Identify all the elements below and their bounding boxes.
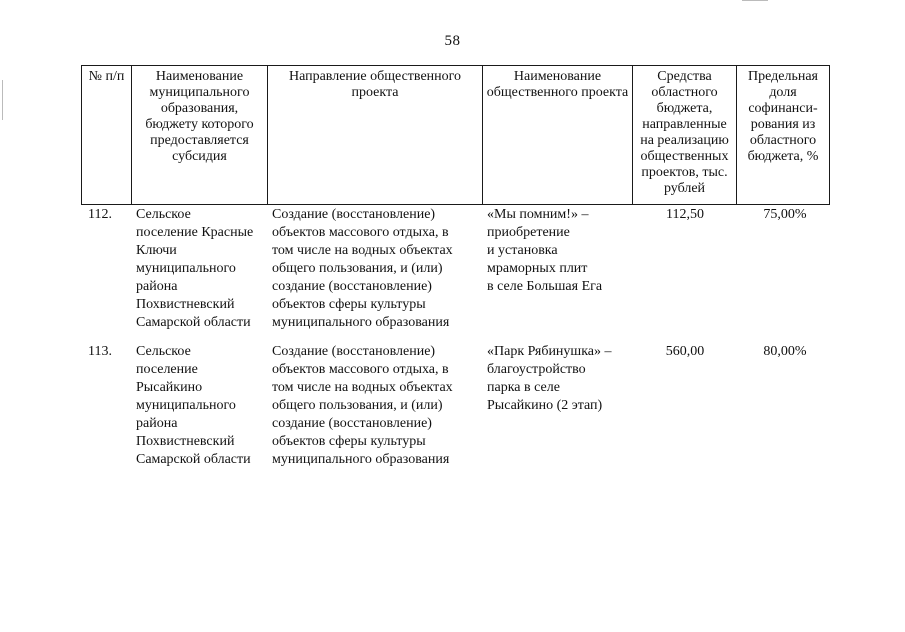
- cell-funds: 112,50: [666, 207, 704, 222]
- cell-line: поселение Красные: [136, 225, 254, 240]
- cell-funds: 560,00: [665, 344, 705, 359]
- cell-line: муниципального образования: [272, 452, 450, 467]
- cell-municipality: [136, 343, 272, 469]
- cell-line: Ключи: [136, 243, 177, 258]
- header-cell-funds: Средства областного бюджета, направленные на реализацию общественных проектов, тыс. рублей: [633, 66, 737, 205]
- cell-line: в селе Большая Ега: [487, 279, 603, 294]
- cell-num: 112.: [88, 207, 112, 222]
- cell-line: муниципального образования: [272, 315, 450, 330]
- cell-line: объектов сферы культуры: [272, 434, 426, 449]
- cell-line: муниципального: [136, 398, 236, 413]
- cell-num: 113.: [88, 344, 112, 359]
- cell-line: объектов массового отдыха, в: [272, 225, 449, 240]
- cell-line: Сельское: [136, 344, 191, 359]
- cell-line: Самарской области: [136, 452, 251, 467]
- cell-line: Сельское: [136, 207, 191, 222]
- cell-line: создание (восстановление): [272, 416, 432, 431]
- cell-line: благоустройство: [487, 362, 586, 377]
- cell-line: приобретение: [487, 225, 570, 240]
- cell-line: мраморных плит: [487, 261, 588, 276]
- table-header: [81, 65, 830, 205]
- cell-direction: [272, 206, 484, 332]
- cell-share: 75,00%: [763, 207, 807, 222]
- cell-share: 80,00%: [763, 344, 807, 359]
- header-cell-num: № п/п: [82, 66, 132, 205]
- cell-line: района: [136, 416, 178, 431]
- cell-line: Рысайкино (2 этап): [487, 398, 603, 413]
- header-cell-project: Наименование общественного проекта: [483, 66, 633, 205]
- scan-artifact: [2, 80, 3, 120]
- page-number: 58: [444, 33, 461, 49]
- cell-line: общего пользования, и (или): [272, 398, 443, 413]
- cell-line: объектов сферы культуры: [272, 297, 426, 312]
- cell-line: общего пользования, и (или): [272, 261, 443, 276]
- cell-project: [487, 206, 633, 296]
- cell-line: парка в селе: [487, 380, 560, 395]
- cell-line: района: [136, 279, 178, 294]
- scan-artifact: [742, 0, 768, 1]
- cell-line: Похвистневский: [136, 434, 235, 449]
- cell-municipality: [136, 206, 272, 332]
- cell-direction: [272, 343, 484, 469]
- header-cell-share: Предельная доля софинанси-рования из областного бюджета, %: [737, 66, 830, 205]
- cell-line: Создание (восстановление): [272, 344, 436, 359]
- cell-line: и установка: [487, 243, 558, 258]
- cell-line: создание (восстановление): [272, 279, 432, 294]
- cell-line: том числе на водных объектах: [272, 243, 453, 258]
- header-row: [82, 66, 830, 205]
- cell-line: Создание (восстановление): [272, 207, 436, 222]
- cell-line: Похвистневский: [136, 297, 235, 312]
- cell-line: поселение: [136, 362, 198, 377]
- cell-line: Самарской области: [136, 315, 251, 330]
- cell-line: «Мы помним!» –: [487, 207, 589, 222]
- cell-line: муниципального: [136, 261, 236, 276]
- cell-line: объектов массового отдыха, в: [272, 362, 449, 377]
- cell-line: том числе на водных объектах: [272, 380, 453, 395]
- cell-line: Рысайкино: [136, 380, 203, 395]
- cell-line: «Парк Рябинушка» –: [487, 344, 612, 359]
- header-cell-municipality: Наименование муниципального образования, бюджету которого предоставляется субсидия: [132, 66, 268, 205]
- header-cell-direction: Направление общественного проекта: [268, 66, 483, 205]
- cell-project: [487, 343, 633, 415]
